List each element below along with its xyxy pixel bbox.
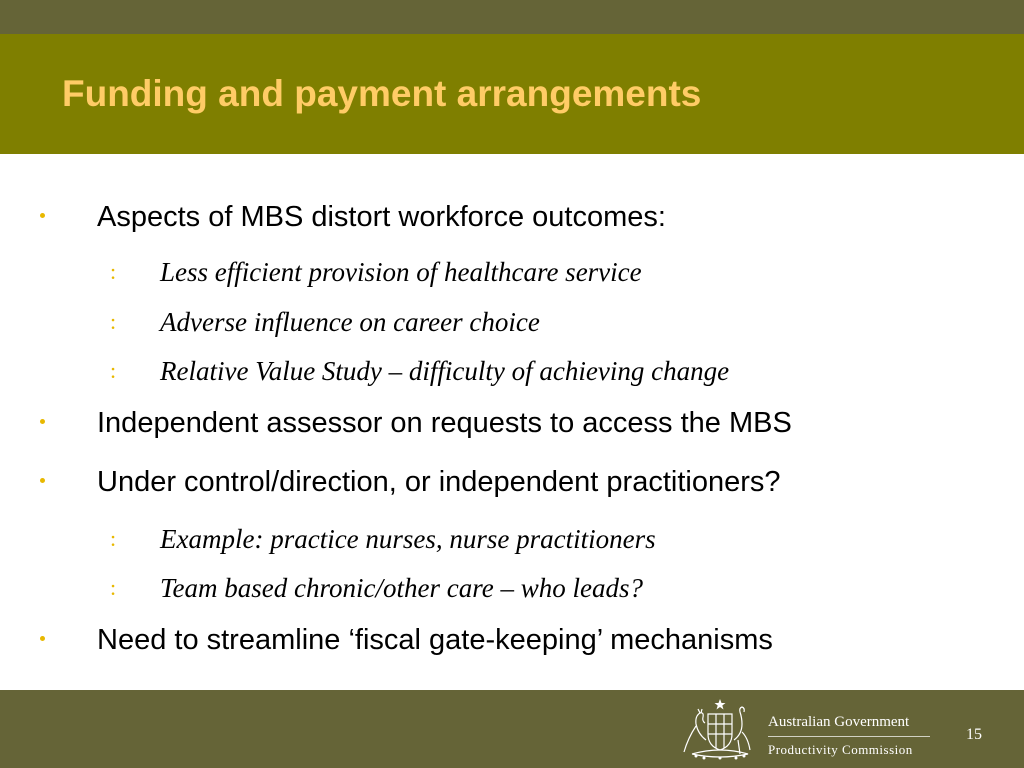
coat-of-arms-icon [678, 696, 762, 762]
sub-bullet-marker: : [110, 526, 117, 551]
agency-subtitle: Productivity Commission [768, 742, 913, 757]
slide-title: Funding and payment arrangements [62, 73, 702, 114]
page-number: 15 [966, 726, 982, 743]
bullet-text: Need to streamline ‘fiscal gate-keeping’ mechanisms [97, 624, 773, 656]
slide-content [0, 154, 1024, 690]
sub-bullet-text: Example: practice nurses, nurse practitioners [160, 524, 656, 554]
sub-bullet-text: Team based chronic/other care – who leads? [160, 573, 643, 603]
sub-bullet-marker: : [110, 575, 117, 600]
top-strip [0, 0, 1024, 34]
sub-bullet-text: Relative Value Study – difficulty of achieving change [160, 356, 730, 386]
bullet-text: Under control/direction, or independent practitioners? [97, 466, 781, 498]
bullet-icon [40, 478, 45, 483]
agency-name: Australian Government [768, 714, 910, 730]
bullet-icon [40, 636, 45, 641]
bullet-text: Independent assessor on requests to access the MBS [97, 407, 792, 439]
bullet-text: Aspects of MBS distort workforce outcomes: [97, 201, 666, 233]
sub-bullet-marker: : [110, 309, 117, 334]
bullet-icon [40, 419, 45, 424]
footer-band [0, 690, 1024, 768]
bullet-icon [40, 213, 45, 218]
sub-bullet-marker: : [110, 259, 117, 284]
agency-divider [768, 736, 930, 737]
sub-bullet-text: Less efficient provision of healthcare service [160, 257, 642, 287]
sub-bullet-text: Adverse influence on career choice [160, 307, 540, 337]
sub-bullet-marker: : [110, 358, 117, 383]
